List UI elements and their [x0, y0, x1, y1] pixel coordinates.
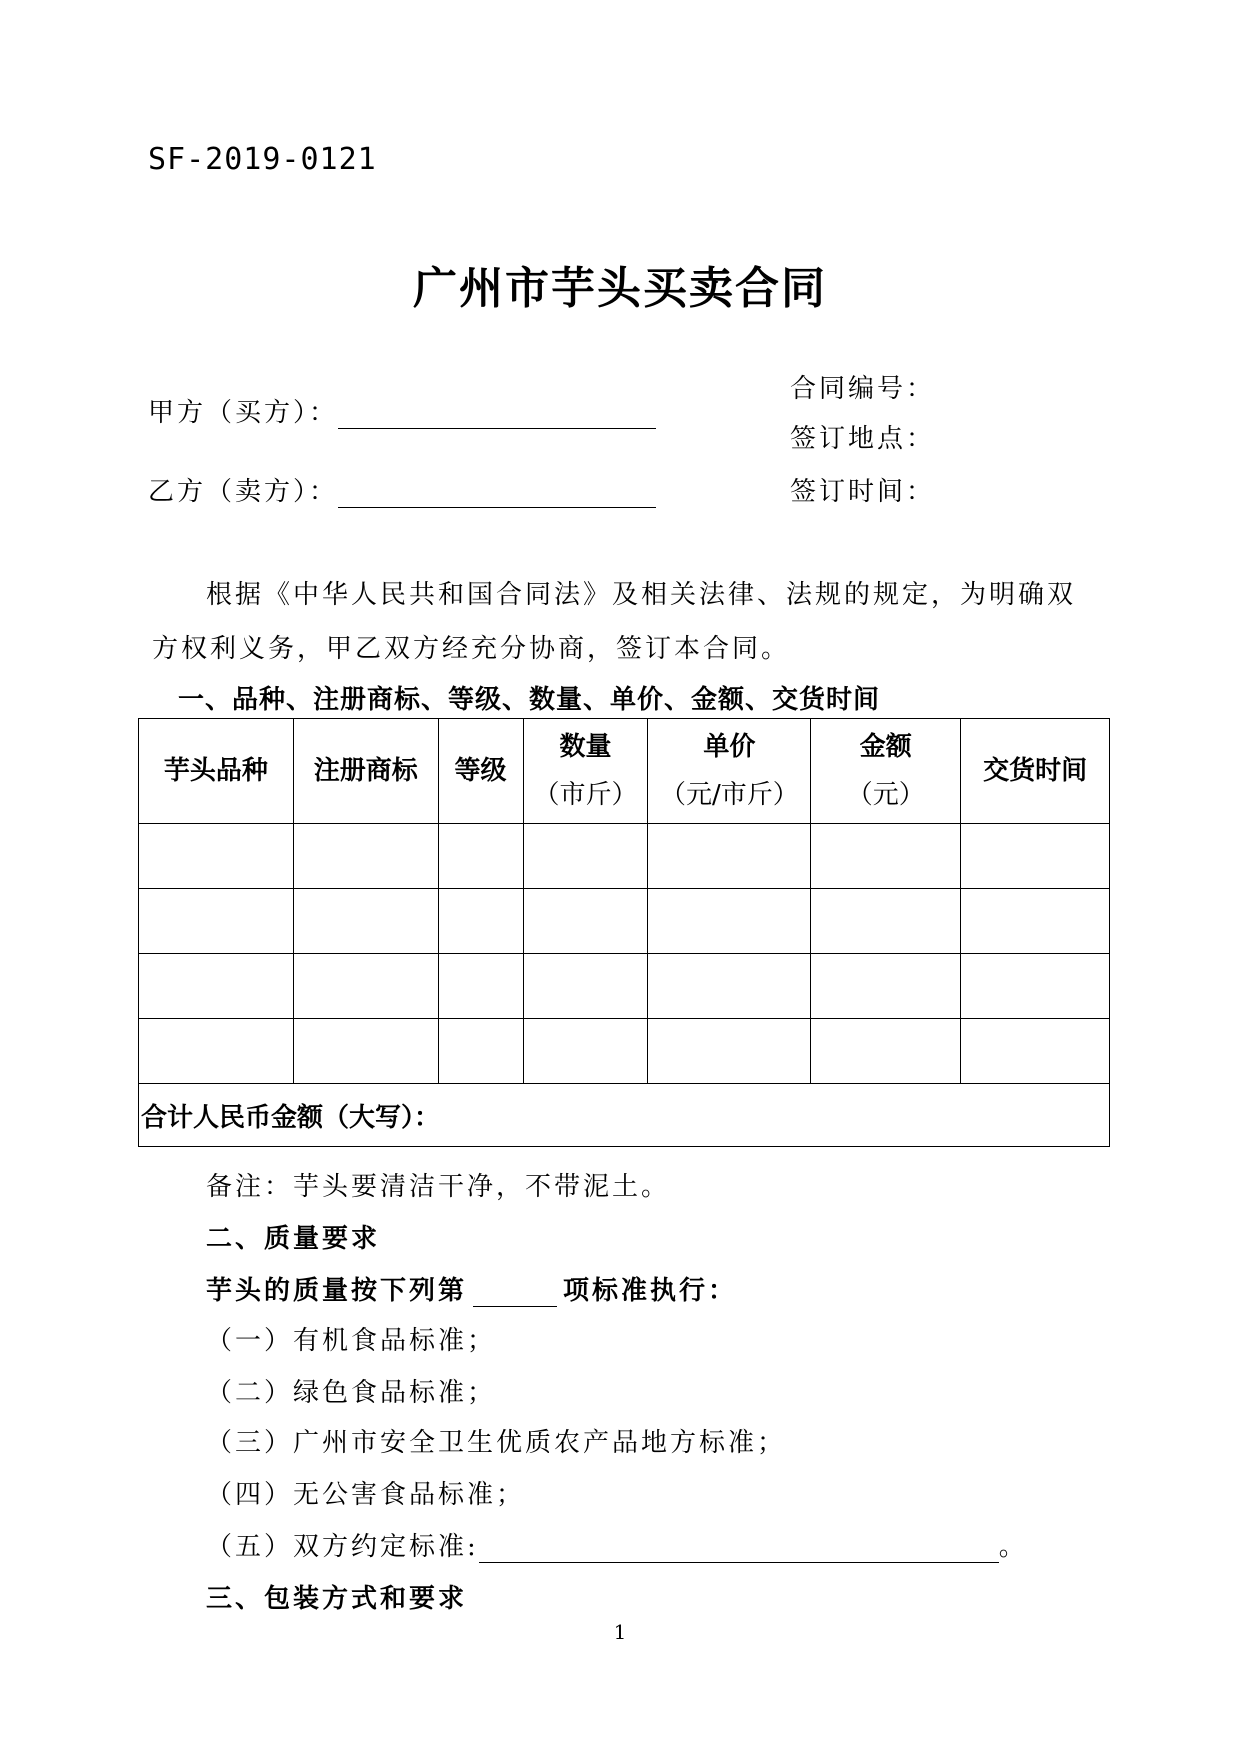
table-cell[interactable]: [523, 824, 648, 889]
total-amount-label[interactable]: 合计人民币金额（大写）：: [139, 1084, 1110, 1147]
party-b-label: 乙方（卖方）：: [148, 477, 339, 507]
agreed-standard-blank[interactable]: [479, 1534, 999, 1563]
quality-intro: [206, 1270, 737, 1307]
table-cell[interactable]: [523, 954, 648, 1019]
table-cell[interactable]: [438, 954, 523, 1019]
table-row: [139, 824, 1110, 889]
table-cell[interactable]: [293, 954, 438, 1019]
table-cell[interactable]: [293, 824, 438, 889]
quality-intro-before: 芋头的质量按下列第: [206, 1276, 468, 1306]
table-cell[interactable]: [139, 954, 294, 1019]
header-variety: 芋头品种: [139, 719, 294, 824]
table-cell[interactable]: [293, 1019, 438, 1084]
remark-text: 备注：芋头要清洁干净，不带泥土。: [206, 1172, 671, 1202]
party-b-row: [148, 471, 656, 508]
table-cell[interactable]: [811, 1019, 961, 1084]
section-1-heading: 一、品种、注册商标、等级、数量、单价、金额、交货时间: [178, 685, 881, 715]
intro-paragraph: 根据《中华人民共和国合同法》及相关法律、法规的规定，为明确双方权利义务，甲乙双方经充分协商，签订本合同。: [152, 580, 1077, 664]
quality-option-5-end: 。: [998, 1532, 1028, 1562]
table-cell[interactable]: [139, 824, 294, 889]
table-cell[interactable]: [648, 1019, 811, 1084]
header-trademark: 注册商标: [293, 719, 438, 824]
table-cell[interactable]: [961, 1019, 1110, 1084]
header-delivery-time: 交货时间: [961, 719, 1110, 824]
header-amount: 金额 （元）: [811, 719, 961, 824]
quality-option-1: （一）有机食品标准；: [206, 1326, 497, 1356]
total-row: [139, 1084, 1110, 1147]
table-cell[interactable]: [811, 889, 961, 954]
party-a-row: [148, 392, 656, 429]
table-row: [139, 954, 1110, 1019]
table-row: [139, 1019, 1110, 1084]
table-cell[interactable]: [523, 1019, 648, 1084]
document-code: SF-2019-0121: [148, 142, 377, 177]
quality-standard-blank[interactable]: [473, 1280, 557, 1307]
table-cell[interactable]: [438, 889, 523, 954]
contract-no-label: 合同编号：: [790, 374, 936, 404]
header-unit-price: 单价 （元/市斤）: [648, 719, 811, 824]
quality-option-5-label: （五）双方约定标准:: [206, 1532, 479, 1562]
table-cell[interactable]: [648, 954, 811, 1019]
table-cell[interactable]: [961, 889, 1110, 954]
goods-table: [138, 718, 1110, 1147]
table-cell[interactable]: [811, 954, 961, 1019]
table-cell[interactable]: [961, 954, 1110, 1019]
party-b-blank[interactable]: [338, 479, 656, 508]
header-quantity: 数量 （市斤）: [523, 719, 648, 824]
quality-option-4: （四）无公害食品标准；: [206, 1480, 526, 1510]
party-a-label: 甲方（买方）：: [148, 398, 339, 428]
contract-title: 广州市芋头买卖合同: [413, 263, 827, 314]
table-cell[interactable]: [438, 1019, 523, 1084]
quality-option-5: [206, 1526, 1028, 1563]
header-grade: 等级: [438, 719, 523, 824]
table-cell[interactable]: [523, 889, 648, 954]
table-cell[interactable]: [648, 889, 811, 954]
quality-option-3: （三）广州市安全卫生优质农产品地方标准；: [206, 1428, 787, 1458]
sign-place-label: 签订地点：: [790, 424, 936, 454]
table-cell[interactable]: [139, 1019, 294, 1084]
table-cell[interactable]: [438, 824, 523, 889]
party-a-blank[interactable]: [338, 400, 656, 429]
table-cell[interactable]: [293, 889, 438, 954]
section-2-heading: 二、质量要求: [206, 1224, 381, 1254]
table-row: [139, 889, 1110, 954]
page-number: 1: [613, 1620, 627, 1644]
table-cell[interactable]: [811, 824, 961, 889]
sign-time-label: 签订时间：: [790, 477, 936, 507]
table-cell[interactable]: [961, 824, 1110, 889]
section-3-heading: 三、包装方式和要求: [206, 1584, 468, 1614]
table-cell[interactable]: [139, 889, 294, 954]
quality-option-2: （二）绿色食品标准；: [206, 1378, 497, 1408]
quality-intro-after: 项标准执行：: [563, 1276, 738, 1306]
table-cell[interactable]: [648, 824, 811, 889]
table-header-row: [139, 719, 1110, 824]
